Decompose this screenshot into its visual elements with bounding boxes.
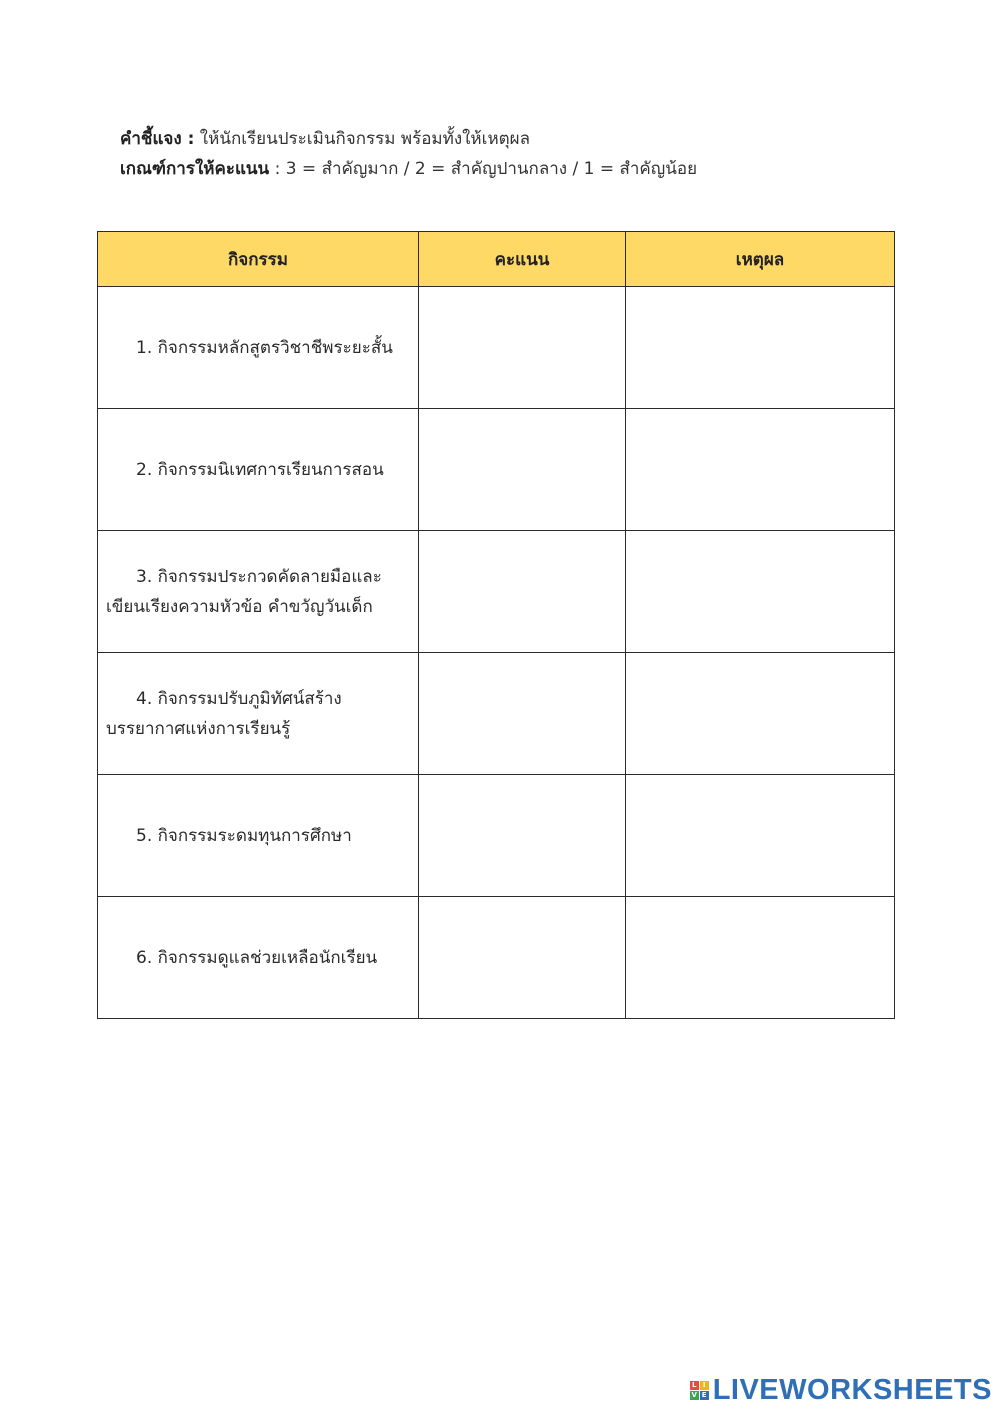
logo-letter-i: I bbox=[700, 1381, 709, 1390]
activity-cell bbox=[98, 897, 419, 1019]
header-activity: กิจกรรม bbox=[98, 232, 419, 287]
activity-text: 4. กิจกรรมปรับภูมิทัศน์สร้างบรรยากาศแห่งการเรียนรู้ bbox=[106, 688, 342, 739]
reason-cell[interactable] bbox=[626, 653, 895, 775]
liveworksheets-logo-icon bbox=[690, 1381, 709, 1400]
activity-evaluation-table bbox=[97, 231, 895, 1019]
scoring-criteria-line bbox=[120, 154, 697, 184]
instructions bbox=[120, 124, 697, 184]
activity-cell bbox=[98, 531, 419, 653]
scoring-criteria-label: เกณฑ์การให้คะแนน bbox=[120, 159, 270, 179]
score-cell[interactable] bbox=[419, 409, 626, 531]
instructions-line-1 bbox=[120, 124, 697, 154]
table-row bbox=[98, 287, 895, 409]
logo-letter-l: L bbox=[690, 1381, 699, 1390]
instructions-text: ให้นักเรียนประเมินกิจกรรม พร้อมทั้งให้เหตุผล bbox=[194, 129, 531, 149]
watermark-text: LIVEWORKSHEETS bbox=[712, 1374, 992, 1406]
activity-text: 1. กิจกรรมหลักสูตรวิชาชีพระยะสั้น bbox=[136, 337, 393, 358]
table-row bbox=[98, 653, 895, 775]
table-row bbox=[98, 775, 895, 897]
activity-cell bbox=[98, 775, 419, 897]
table-row bbox=[98, 531, 895, 653]
logo-letter-e: E bbox=[700, 1391, 709, 1400]
scoring-criteria-text: : 3 = สำคัญมาก / 2 = สำคัญปานกลาง / 1 = สำคัญน้อย bbox=[269, 159, 698, 179]
table-row bbox=[98, 409, 895, 531]
reason-cell[interactable] bbox=[626, 775, 895, 897]
activity-cell bbox=[98, 409, 419, 531]
activity-text: 6. กิจกรรมดูแลช่วยเหลือนักเรียน bbox=[136, 947, 378, 968]
activity-cell bbox=[98, 653, 419, 775]
activity-cell bbox=[98, 287, 419, 409]
reason-cell[interactable] bbox=[626, 531, 895, 653]
reason-cell[interactable] bbox=[626, 287, 895, 409]
activity-text: 2. กิจกรรมนิเทศการเรียนการสอน bbox=[136, 459, 384, 480]
score-cell[interactable] bbox=[419, 653, 626, 775]
liveworksheets-watermark bbox=[690, 1374, 992, 1407]
score-cell[interactable] bbox=[419, 531, 626, 653]
score-cell[interactable] bbox=[419, 287, 626, 409]
header-reason: เหตุผล bbox=[626, 232, 895, 287]
table-row bbox=[98, 897, 895, 1019]
score-cell[interactable] bbox=[419, 775, 626, 897]
instructions-label: คำชี้แจง : bbox=[120, 129, 195, 149]
score-cell[interactable] bbox=[419, 897, 626, 1019]
header-score: คะแนน bbox=[419, 232, 626, 287]
table-header-row bbox=[98, 232, 895, 287]
reason-cell[interactable] bbox=[626, 897, 895, 1019]
activity-text: 5. กิจกรรมระดมทุนการศึกษา bbox=[136, 825, 352, 846]
logo-letter-v: V bbox=[691, 1391, 697, 1399]
activity-text: 3. กิจกรรมประกวดคัดลายมือและเขียนเรียงความหัวข้อ คำขวัญวันเด็ก bbox=[106, 566, 382, 617]
reason-cell[interactable] bbox=[626, 409, 895, 531]
